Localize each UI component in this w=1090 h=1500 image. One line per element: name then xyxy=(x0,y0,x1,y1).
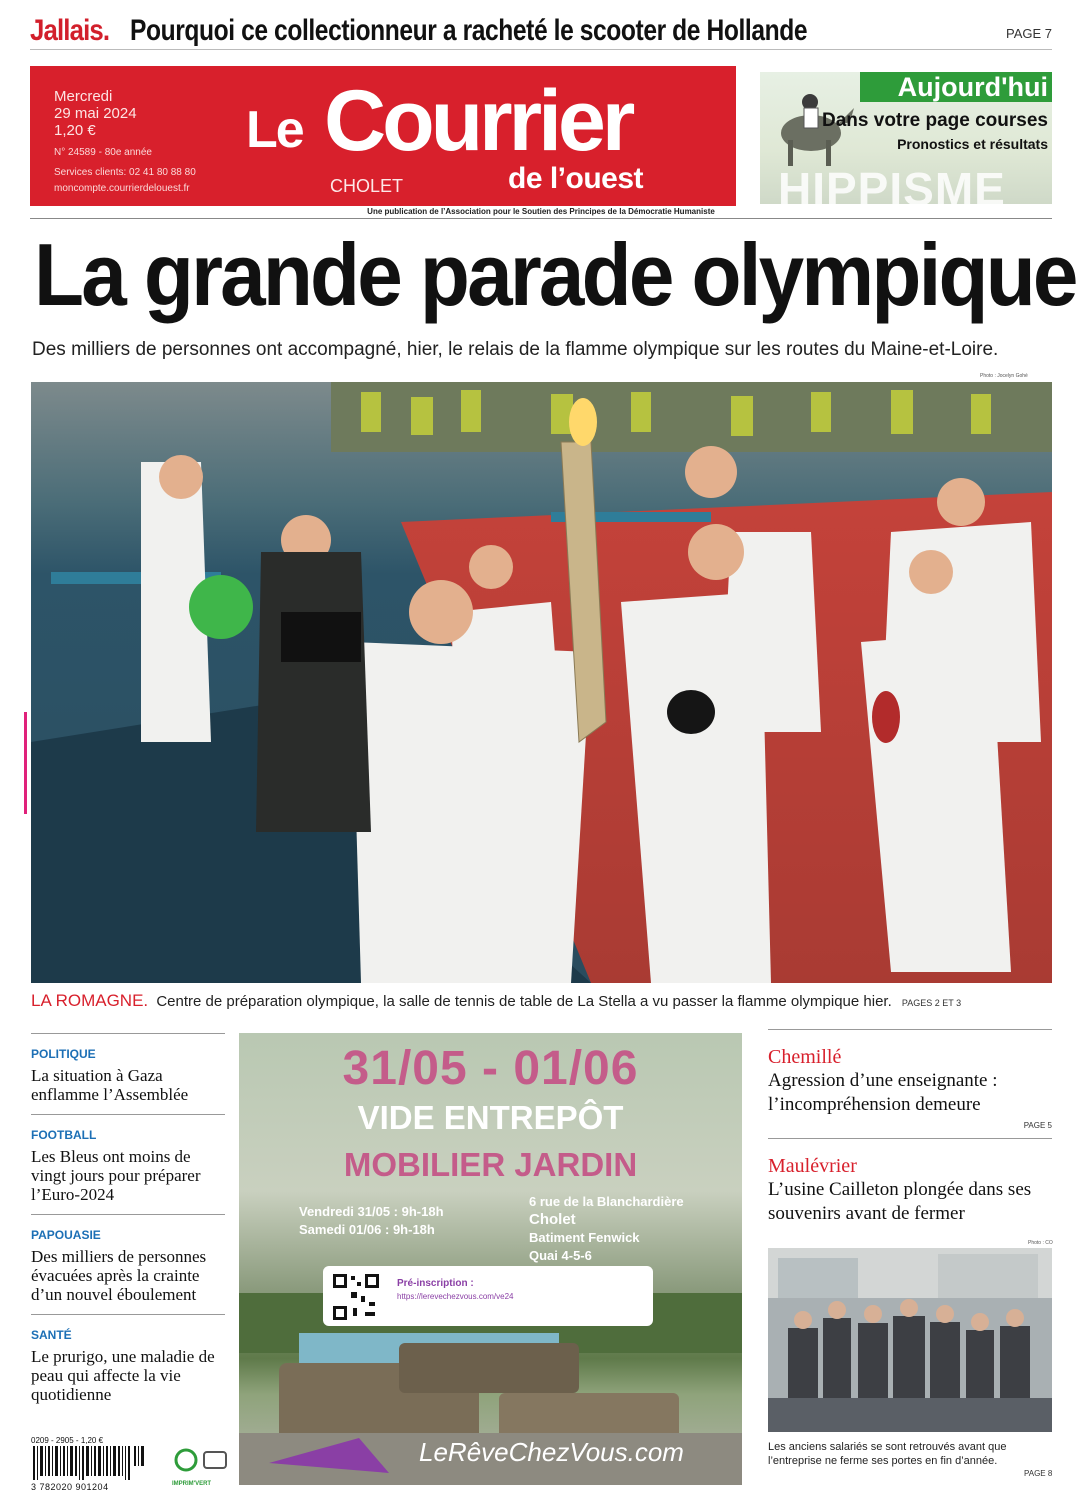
brief-kicker: FOOTBALL xyxy=(31,1128,97,1142)
qr-code-icon xyxy=(331,1272,381,1322)
logo-courrier: Courrier xyxy=(324,73,632,169)
brief-page: PAGE 5 xyxy=(1023,1121,1052,1130)
teaser-page: PAGE 7 xyxy=(1005,26,1052,41)
brief-title[interactable]: Les Bleus ont moins de vingt jours pour préparer l’Euro-2024 xyxy=(31,1147,201,1204)
logo-de-louest: de l’ouest xyxy=(508,162,644,195)
account-site[interactable]: moncompte.courrierdelouest.fr xyxy=(54,183,190,194)
main-photo[interactable] xyxy=(31,382,1052,983)
promo-line1: Dans votre page courses xyxy=(822,110,1048,131)
caption-pages: PAGES 2 ET 3 xyxy=(901,998,962,1008)
caption-text: Centre de préparation olympique, la salle de tennis de table de La Stella a vu passer la flamme olympique hier. xyxy=(156,993,892,1010)
top-teaser[interactable] xyxy=(30,10,1052,50)
brief-title[interactable]: L’usine Cailleton plongée dans ses souvenirs avant de fermer xyxy=(768,1179,1032,1224)
imprim-label: IMPRIM'VERT xyxy=(172,1481,212,1487)
advertisement[interactable] xyxy=(239,1033,742,1485)
barcode-number: 3 782020 901204 xyxy=(31,1482,109,1492)
brief-title[interactable]: Agression d’une enseignante : l’incompréhension demeure xyxy=(768,1070,998,1115)
masthead xyxy=(30,66,736,206)
main-subhead: Des milliers de personnes ont accompagné, hier, le relais de la flamme olympique sur les routes du Maine-et-Loire. xyxy=(32,339,999,360)
photo-caption xyxy=(31,991,961,1011)
brief-sante[interactable] xyxy=(31,1314,225,1414)
brief-football[interactable] xyxy=(31,1114,225,1214)
brief-kicker: PAPOUASIE xyxy=(31,1228,101,1242)
former-employees-image xyxy=(768,1248,1052,1432)
photo-credit: Photo : Jocelyn Gohé xyxy=(980,373,1028,379)
promo-title: Aujourd'hui xyxy=(897,72,1048,102)
factory-page: PAGE 8 xyxy=(1024,1469,1053,1478)
teaser-title[interactable]: Pourquoi ce collectionneur a racheté le scooter de Hollande xyxy=(130,14,808,47)
recycle-icon xyxy=(172,1448,232,1476)
main-headline[interactable]: La grande parade olympique xyxy=(34,225,1076,324)
ad-line1: VIDE ENTREPÔT xyxy=(357,1099,624,1136)
promo-line2: Pronostics et résultats xyxy=(897,136,1048,152)
brief-kicker: POLITIQUE xyxy=(31,1047,96,1061)
brief-politique[interactable] xyxy=(31,1033,225,1114)
ad-schedule: Vendredi 31/05 : 9h-18h Samedi 01/06 : 9h-18h xyxy=(299,1204,444,1237)
caption-location: LA ROMAGNE. xyxy=(31,991,149,1010)
brief-title[interactable]: Des milliers de personnes évacuées après la crainte d’un nouvel éboulement xyxy=(31,1247,207,1304)
barcode-top: 0209 - 2905 - 1,20 € xyxy=(31,1436,104,1445)
imprim-vert-logo xyxy=(172,1448,232,1488)
ad-dates: 31/05 - 01/06 xyxy=(342,1042,639,1095)
teaser-kicker: Jallais. xyxy=(30,14,110,47)
issue-number: N° 24589 - 80e année xyxy=(54,147,152,158)
publication-note: Une publication de l’Association pour le Soutien des Principes de la Démocratie Humaniste xyxy=(30,207,1052,219)
factory-photo[interactable] xyxy=(768,1248,1052,1432)
right-briefs xyxy=(768,1029,1052,1226)
ad-address: 6 rue de la Blanchardière Cholet Batiment Fenwick Quai 4-5-6 xyxy=(529,1194,684,1263)
ad-pre-label: Pré-inscription : xyxy=(397,1278,474,1289)
torch-relay-image xyxy=(31,382,1052,983)
logo-le: Le xyxy=(246,101,303,159)
factory-photo-credit: Photo : CO xyxy=(1028,1240,1053,1246)
brief-title[interactable]: Le prurigo, une maladie de peau qui affecte la vie quotidienne xyxy=(31,1347,215,1404)
hippisme-promo[interactable] xyxy=(760,72,1052,204)
brief-location: Maulévrier xyxy=(768,1155,857,1177)
brief-location: Chemillé xyxy=(768,1046,842,1068)
services-phone: Services clients: 02 41 80 88 80 xyxy=(54,167,196,178)
barcode-bars xyxy=(31,1446,147,1480)
brief-title[interactable]: La situation à Gaza enflamme l’Assemblée xyxy=(31,1066,189,1104)
side-marker xyxy=(24,712,27,814)
brief-papouasie[interactable] xyxy=(31,1214,225,1314)
factory-caption: Les anciens salariés se sont retrouvés avant que l’entreprise ne ferme ses portes en fin d’année. xyxy=(768,1441,1007,1467)
masthead-date: Mercredi 29 mai 2024 1,20 € xyxy=(54,88,137,139)
barcode xyxy=(31,1436,147,1492)
brief-kicker: SANTÉ xyxy=(31,1328,72,1342)
ad-brand: LeRêveChezVous.com xyxy=(419,1437,684,1467)
ad-pre-url[interactable]: https://lerevechezvous.com/ve24 xyxy=(397,1292,514,1301)
left-briefs xyxy=(31,1033,225,1414)
ad-preregistration[interactable] xyxy=(323,1266,653,1326)
promo-section: HIPPISME xyxy=(778,163,1006,204)
edition-name: CHOLET xyxy=(330,176,404,196)
ad-line2: MOBILIER JARDIN xyxy=(343,1146,638,1183)
